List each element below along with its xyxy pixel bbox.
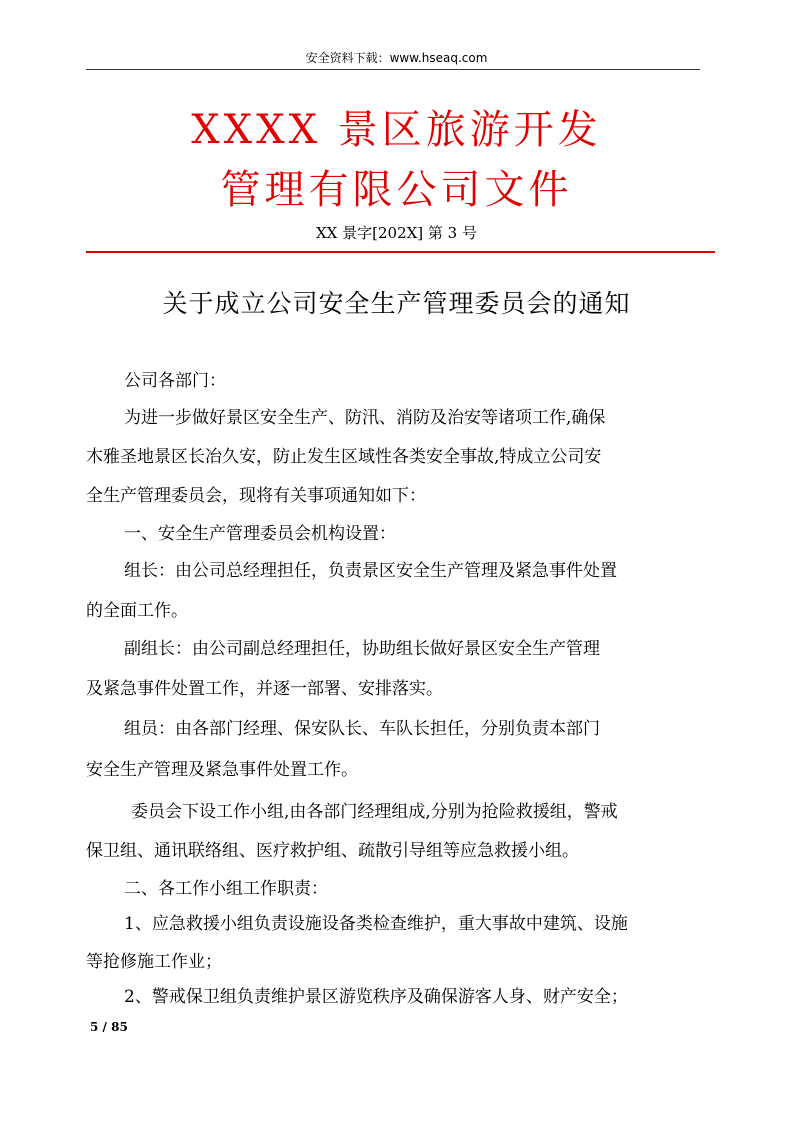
body-line: 组员：由各部门经理、保安队长、车队长担任，分别负责本部门 [124,719,600,739]
body-line: 保卫组、通讯联络组、医疗救护组、疏散引导组等应急救援小组。 [86,841,579,861]
body-line: 2、警戒保卫组负责维护景区游览秩序及确保游客人身、财产安全； [124,987,628,1007]
body-line: 1、应急救援小组负责设施设备类检查维护，重大事故中建筑、设施 [124,914,628,934]
header-rule [86,69,700,70]
header-text: 安全资料下载：www.hseaq.com [305,51,488,65]
document-number: XX 景字[202X] 第 3 号 [316,224,477,242]
body-line: 全生产管理委员会，现将有关事项通知如下： [86,486,426,506]
body-line: 公司各部门： [124,371,226,391]
red-divider [86,251,715,253]
document-title-line1: XXXX 景区旅游开发 [191,107,602,153]
body-line: 等抢修施工作业； [86,952,222,972]
body-line: 组长：由公司总经理担任，负责景区安全生产管理及紧急事件处置 [124,561,617,581]
body-line: 及紧急事件处置工作，并逐一部署、安排落实。 [86,679,443,699]
body-line: 委员会下设工作小组,由各部门经理组成,分别为抢险救援组，警戒 [131,802,618,822]
document-title-line2: 管理有限公司文件 [220,167,573,213]
body-line: 为进一步做好景区安全生产、防汛、消防及治安等诸项工作,确保 [124,408,606,428]
body-line: 的全面工作。 [86,601,188,621]
body-line: 安全生产管理及紧急事件处置工作。 [86,760,358,780]
body-line: 木雅圣地景区长冶久安，防止发生区域性各类安全事故,特成立公司安 [86,447,602,467]
body-line: 一、安全生产管理委员会机构设置： [124,524,396,544]
body-line: 二、各工作小组工作职责： [124,879,328,899]
notice-title: 关于成立公司安全生产管理委员会的通知 [162,289,631,318]
page-number: 5 / 85 [90,1020,128,1034]
body-line: 副组长：由公司副总经理担任，协助组长做好景区安全生产管理 [124,639,600,659]
